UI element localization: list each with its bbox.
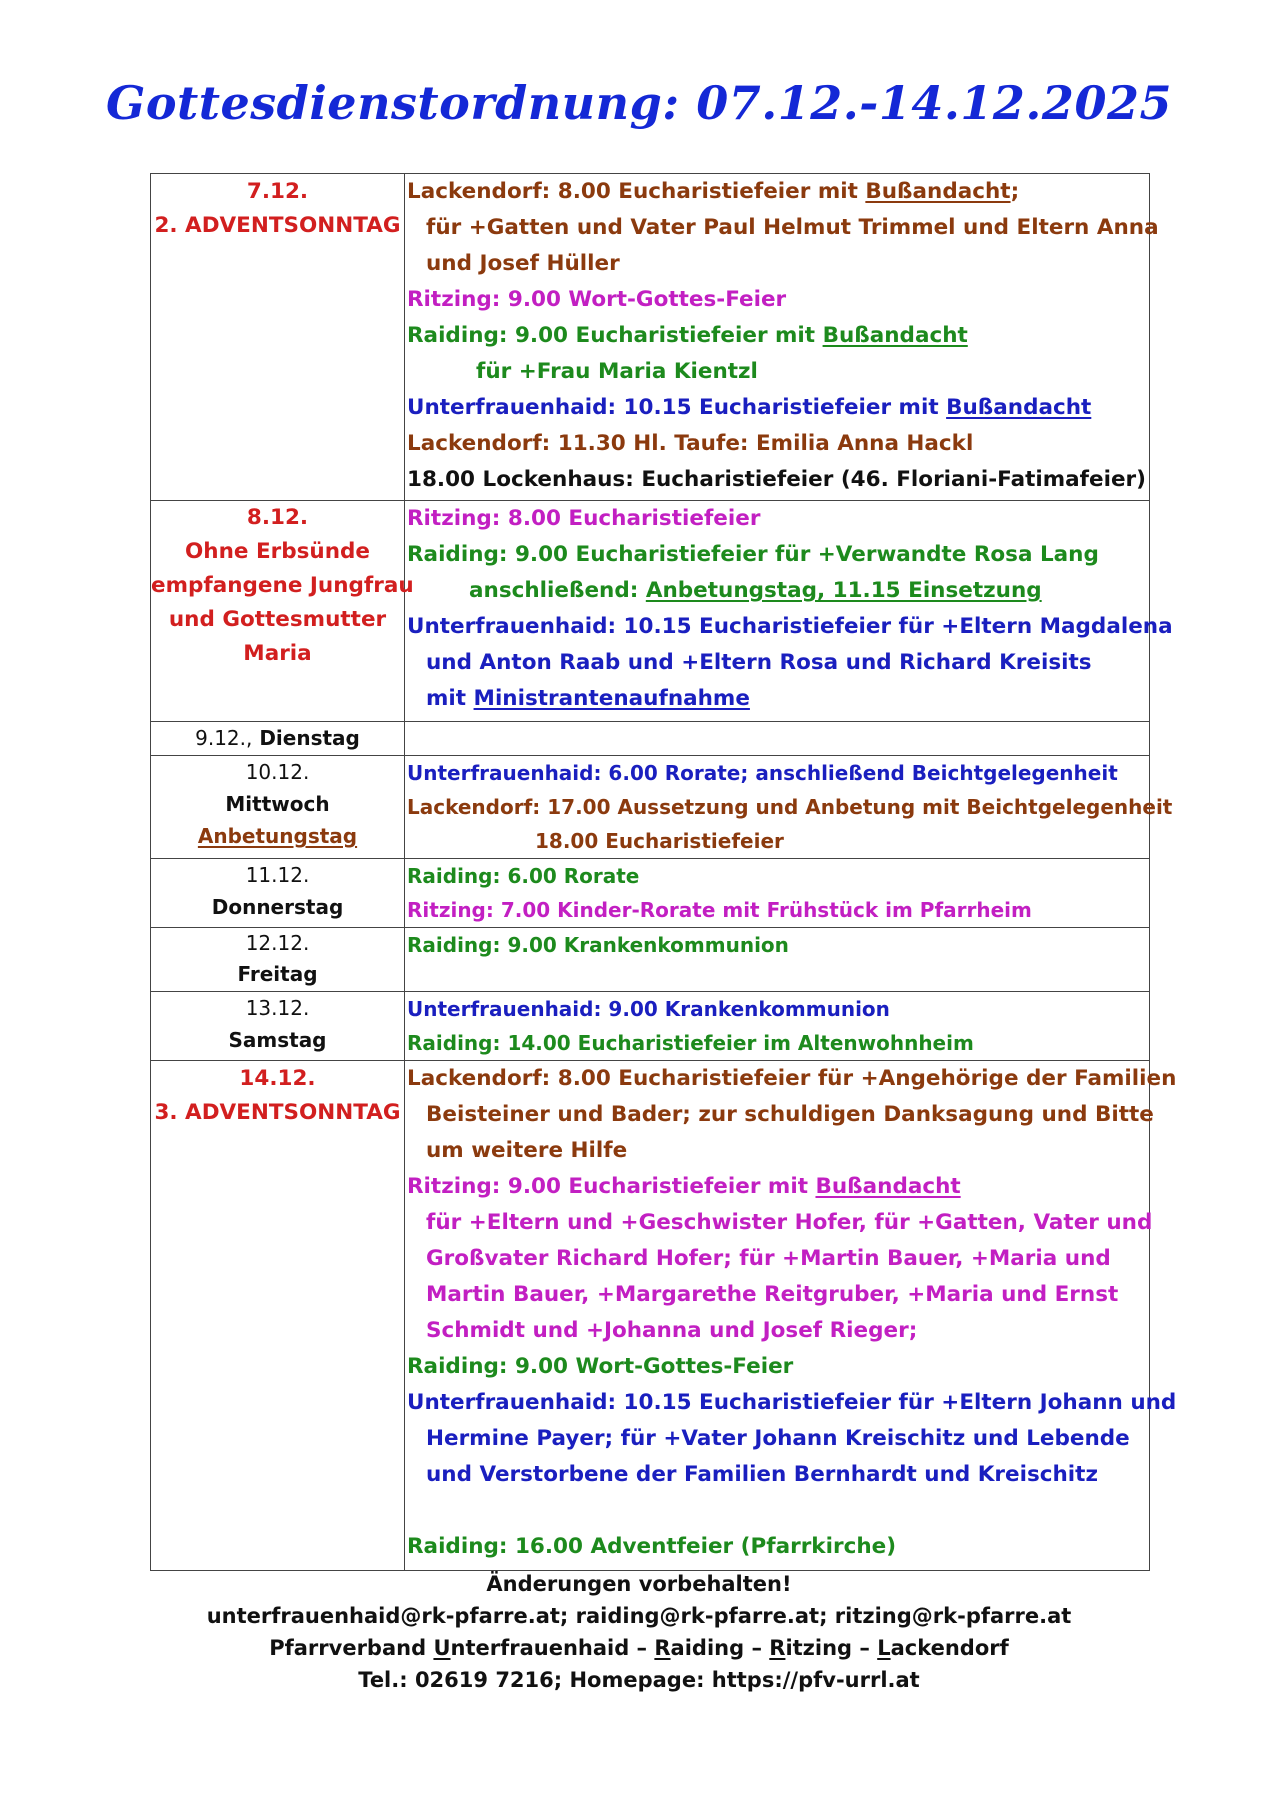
table-row bbox=[151, 501, 1150, 722]
entry: Hermine Payer; für +Vater Johann Kreischitz und Lebende bbox=[426, 1426, 1130, 1451]
entry: mit Ministrantenaufnahme bbox=[426, 686, 750, 711]
entry: 18.00 Lockenhaus: Eucharistiefeier (46. Floriani-Fatimafeier) bbox=[407, 467, 1146, 492]
day-date: 12.12. bbox=[245, 931, 310, 955]
table-row bbox=[151, 992, 1150, 1061]
entry: Ritzing: 9.00 Wort-Gottes-Feier bbox=[407, 287, 787, 312]
entry: für +Frau Maria Kientzl bbox=[476, 359, 758, 384]
entry: um weitere Hilfe bbox=[426, 1138, 628, 1163]
table-row bbox=[151, 1061, 1150, 1571]
day-name: Ohne Erbsünde bbox=[184, 539, 371, 564]
entries-cell bbox=[405, 174, 1159, 501]
entry: Raiding: 16.00 Adventfeier (Pfarrkirche) bbox=[407, 1534, 897, 1559]
day-note: Anbetungstag bbox=[197, 824, 358, 848]
entry: Unterfrauenhaid: 10.15 Eucharistiefeier für +Eltern Magdalena bbox=[407, 614, 1173, 639]
footer-parish: Pfarrverband Unterfrauenhaid – Raiding – Ritzing – Lackendorf bbox=[269, 1636, 1009, 1660]
entry: Schmidt und +Johanna und Josef Rieger; bbox=[426, 1318, 918, 1343]
entries-cell bbox=[405, 722, 1150, 756]
table-row bbox=[151, 928, 1150, 992]
table-row bbox=[151, 174, 1150, 501]
entry: Lackendorf: 11.30 Hl. Taufe: Emilia Anna Hackl bbox=[407, 431, 974, 456]
entry: Unterfrauenhaid: 10.15 Eucharistiefeier für +Eltern Johann und bbox=[407, 1390, 1177, 1415]
day-name: empfangene Jungfrau bbox=[151, 573, 414, 598]
day-cell bbox=[151, 756, 405, 859]
footer-contact: Tel.: 02619 7216; Homepage: https://pfv-urrl.at bbox=[358, 1668, 920, 1692]
entry: und Josef Hüller bbox=[426, 251, 620, 276]
entry: und Anton Raab und +Eltern Rosa und Richard Kreisits bbox=[426, 650, 1092, 675]
day-date: 13.12. bbox=[245, 996, 310, 1020]
entries-cell bbox=[405, 992, 1150, 1061]
day-name: Maria bbox=[243, 641, 312, 666]
entry: Lackendorf: 8.00 Eucharistiefeier für +Angehörige der Familien bbox=[407, 1066, 1177, 1091]
entry: Martin Bauer, +Margarethe Reitgruber, +Maria und Ernst bbox=[426, 1282, 1119, 1307]
day-cell bbox=[151, 928, 405, 992]
entries-cell bbox=[405, 756, 1173, 859]
entry: Raiding: 14.00 Eucharistiefeier im Altenwohnheim bbox=[407, 1031, 974, 1055]
entry: Lackendorf: 8.00 Eucharistiefeier mit Bußandacht; bbox=[407, 179, 1020, 204]
entry: Raiding: 9.00 Wort-Gottes-Feier bbox=[407, 1354, 794, 1379]
day-label: 9.12., Dienstag bbox=[195, 726, 360, 750]
entry: für +Gatten und Vater Paul Helmut Trimmel und Eltern Anna bbox=[426, 215, 1159, 240]
day-date: 10.12. bbox=[245, 760, 310, 784]
entries-cell bbox=[405, 1061, 1177, 1571]
entries-cell bbox=[405, 928, 1150, 992]
entry: anschließend: Anbetungstag, 11.15 Einsetzung bbox=[469, 578, 1042, 603]
page-title: Gottesdienstordnung: 07.12.-14.12.2025 bbox=[106, 76, 1172, 130]
day-name: Freitag bbox=[237, 962, 318, 986]
entry: Beisteiner und Bader; zur schuldigen Danksagung und Bitte bbox=[426, 1102, 1154, 1127]
entry: Unterfrauenhaid: 9.00 Krankenkommunion bbox=[407, 997, 890, 1021]
entry: Ritzing: 9.00 Eucharistiefeier mit Bußandacht bbox=[407, 1174, 961, 1199]
table-row bbox=[151, 722, 1150, 756]
entries-cell bbox=[405, 501, 1173, 722]
day-name: 2. ADVENTSONNTAG bbox=[154, 213, 401, 238]
entries-cell bbox=[405, 859, 1150, 928]
entry: Ritzing: 7.00 Kinder-Rorate mit Frühstück im Pfarrheim bbox=[407, 898, 1032, 922]
day-cell bbox=[151, 174, 405, 501]
day-cell bbox=[151, 1061, 405, 1571]
entry: Lackendorf: 17.00 Aussetzung und Anbetung mit Beichtgelegenheit bbox=[407, 795, 1173, 819]
day-name: und Gottesmutter bbox=[168, 607, 387, 632]
entry: Großvater Richard Hofer; für +Martin Bauer, +Maria und bbox=[426, 1246, 1111, 1271]
day-name: Mittwoch bbox=[225, 792, 330, 816]
day-date: 11.12. bbox=[245, 863, 310, 887]
day-name: Donnerstag bbox=[211, 895, 344, 919]
entry: Ritzing: 8.00 Eucharistiefeier bbox=[407, 506, 761, 531]
day-date: 8.12. bbox=[246, 505, 309, 530]
schedule-table bbox=[150, 173, 1177, 1571]
day-date: 7.12. bbox=[246, 179, 309, 204]
entry: Raiding: 9.00 Eucharistiefeier mit Bußandacht bbox=[407, 323, 968, 348]
entry: Raiding: 9.00 Krankenkommunion bbox=[407, 933, 789, 957]
footer bbox=[0, 1568, 1278, 1696]
day-cell bbox=[151, 859, 405, 928]
table-row bbox=[151, 859, 1150, 928]
day-name: 3. ADVENTSONNTAG bbox=[154, 1100, 401, 1125]
day-cell bbox=[151, 722, 405, 756]
table-row bbox=[151, 756, 1150, 859]
entry: Raiding: 6.00 Rorate bbox=[407, 864, 640, 888]
entry: Unterfrauenhaid: 6.00 Rorate; anschließend Beichtgelegenheit bbox=[407, 761, 1118, 785]
entry: für +Eltern und +Geschwister Hofer, für +Gatten, Vater und bbox=[426, 1210, 1153, 1235]
entry: Unterfrauenhaid: 10.15 Eucharistiefeier mit Bußandacht bbox=[407, 395, 1092, 420]
entry: Raiding: 9.00 Eucharistiefeier für +Verwandte Rosa Lang bbox=[407, 542, 1099, 567]
day-name: Samstag bbox=[228, 1028, 327, 1052]
day-date: 14.12. bbox=[239, 1066, 316, 1091]
day-cell bbox=[151, 501, 414, 722]
footer-emails: unterfrauenhaid@rk-pfarre.at; raiding@rk-pfarre.at; ritzing@rk-pfarre.at bbox=[206, 1604, 1072, 1628]
day-cell bbox=[151, 992, 405, 1061]
entry: und Verstorbene der Familien Bernhardt und Kreischitz bbox=[426, 1462, 1098, 1487]
entry: 18.00 Eucharistiefeier bbox=[535, 829, 784, 853]
footer-note: Änderungen vorbehalten! bbox=[486, 1572, 792, 1596]
spacer bbox=[407, 1493, 1149, 1529]
